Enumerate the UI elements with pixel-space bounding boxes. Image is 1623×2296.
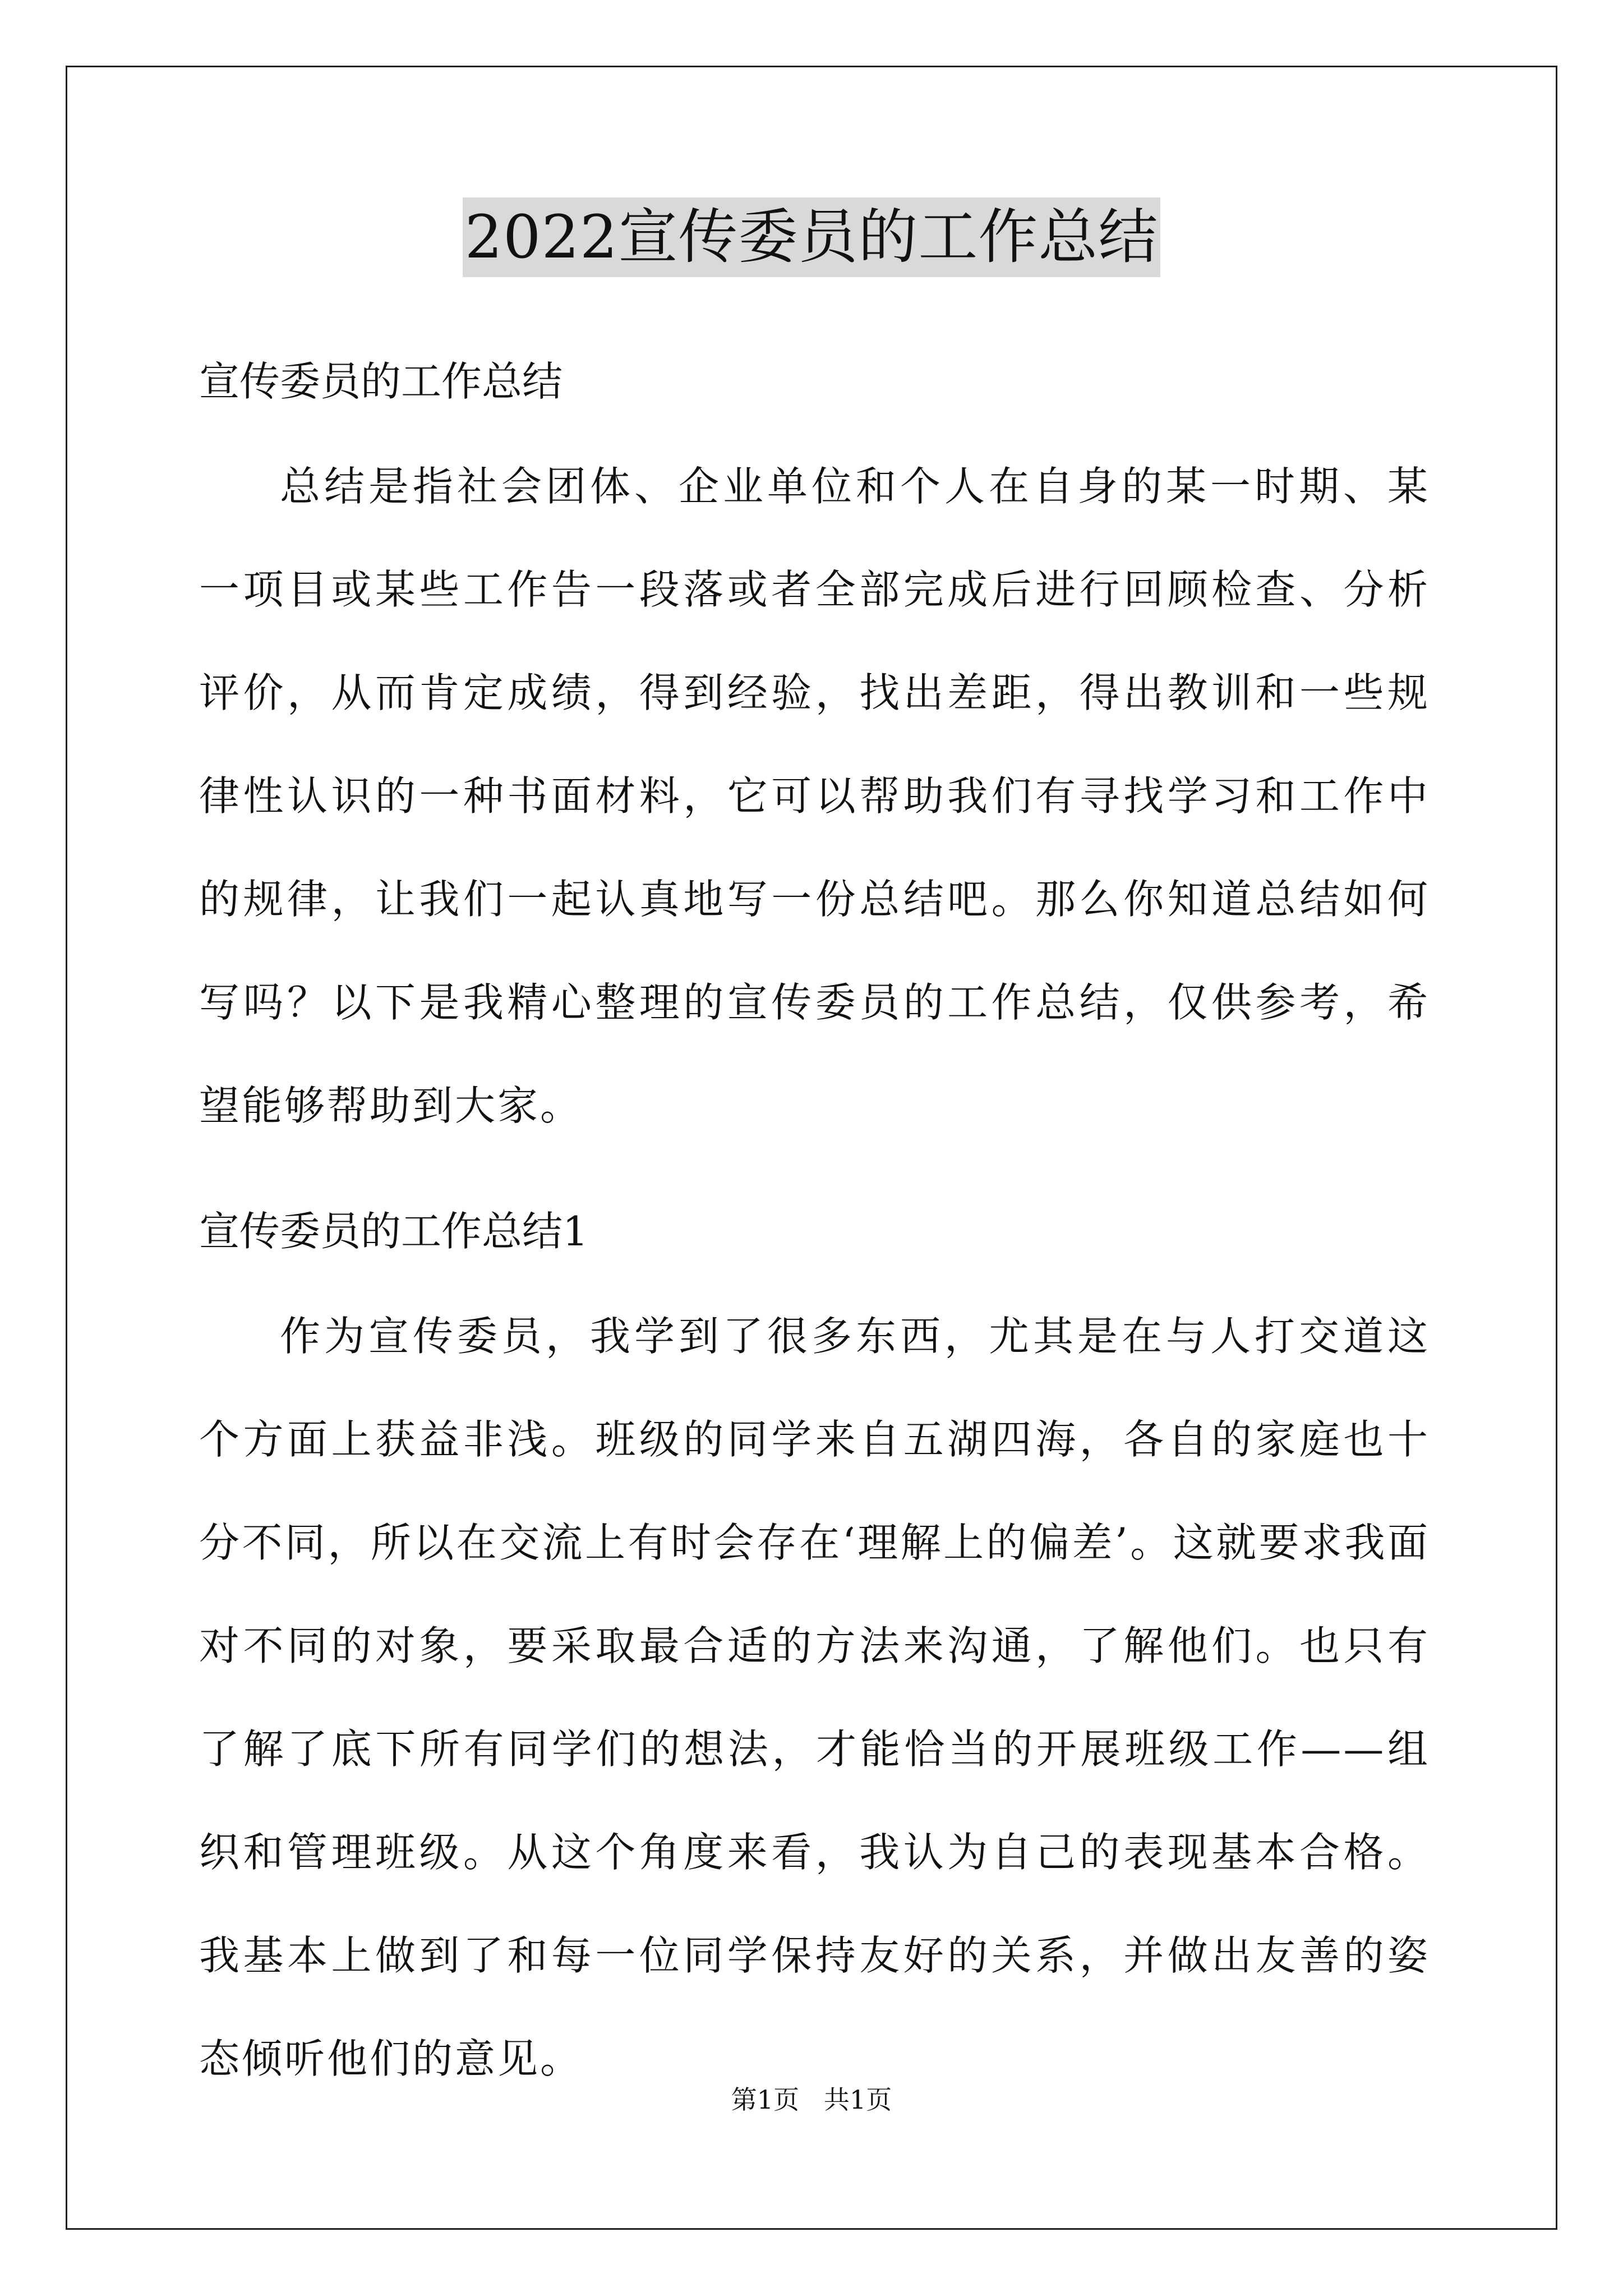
title-container xyxy=(0,197,1623,277)
section-heading: 宣传委员的工作总结1 xyxy=(199,1208,588,1255)
section-paragraph: 作为宣传委员，我学到了很多东西，尤其是在与人打交道这个方面上获益非浅。班级的同学来自五湖四海，各自的家庭也十分不同，所以在交流上有时会存在‘理解上的偏差’。这就要求我面对不同的对象，要采取最合适的方法来沟通，了解他们。也只有了解了底下所有同学们的想法，才能恰当的开展班级工作——组织和管理班级。从这个角度来看，我认为自己的表现基本合格。我基本上做到了和每一位同学保持友好的关系，并做出友善的姿态倾听他们的意见。 xyxy=(199,1313,1430,2082)
document-title: 2022宣传委员的工作总结 xyxy=(463,197,1161,277)
page-footer: 第1页 共1页 xyxy=(731,2085,892,2115)
section-heading: 宣传委员的工作总结 xyxy=(199,358,563,405)
section-paragraph: 总结是指社会团体、企业单位和个人在自身的某一时期、某一项目或某些工作告一段落或者全部完成后进行回顾检查、分析评价，从而肯定成绩，得到经验，找出差距，得出教训和一些规律性认识的一种书面材料，它可以帮助我们有寻找学习和工作中的规律，让我们一起认真地写一份总结吧。那么你知道总结如何写吗？以下是我精心整理的宣传委员的工作总结，仅供参考，希望能够帮助到大家。 xyxy=(199,463,1430,1129)
